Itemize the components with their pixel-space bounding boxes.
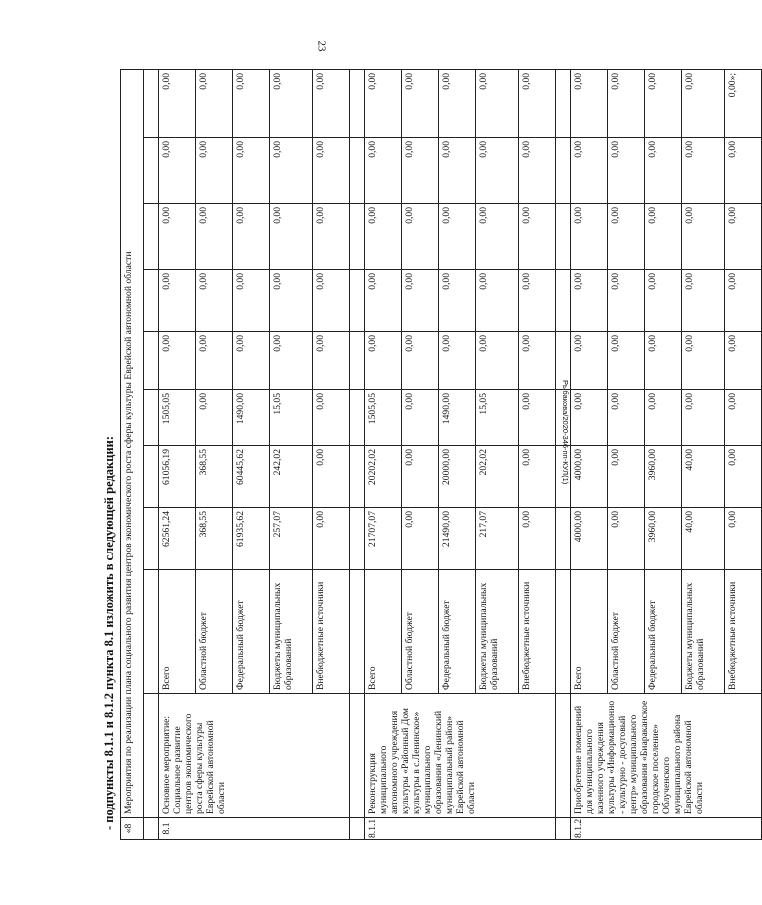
spacer-cell: [350, 508, 365, 570]
spacer-cell: [556, 508, 571, 570]
funding-source: Всего: [365, 570, 402, 694]
amount-cell: 0,00: [519, 332, 556, 390]
amount-cell: 0,00: [233, 270, 270, 332]
amount-cell: 217,07: [476, 508, 519, 570]
amount-cell: 0,00: [270, 69, 313, 137]
amount-cell: 0,00: [608, 390, 645, 446]
funding-source: Областной бюджет: [402, 570, 439, 694]
spacer-cell: [144, 570, 159, 694]
amount-cell: 0,00: [608, 138, 645, 204]
amount-cell: 368,55: [196, 446, 233, 508]
amount-cell: 0,00: [725, 270, 762, 332]
funding-source: Бюджеты муниципальных образований: [682, 570, 725, 694]
amount-cell: 0,00: [313, 69, 350, 137]
funding-source: Бюджеты муниципальных образований: [270, 570, 313, 694]
amount-cell: 0,00: [725, 508, 762, 570]
spacer-cell: [144, 204, 159, 270]
funding-source: Областной бюджет: [196, 570, 233, 694]
amount-cell: 0,00: [571, 69, 608, 137]
amount-cell: 0,00: [519, 204, 556, 270]
amount-cell: 0,00: [439, 270, 476, 332]
spacer-cell: [350, 390, 365, 446]
amount-cell: 0,00: [270, 332, 313, 390]
amount-cell: 0,00: [519, 508, 556, 570]
amount-cell: 0,00: [313, 508, 350, 570]
spacer-cell: [350, 332, 365, 390]
amount-cell: 0,00: [402, 508, 439, 570]
amount-cell: 0,00: [196, 332, 233, 390]
table-body: [121, 69, 762, 839]
amount-cell: 0,00: [196, 69, 233, 137]
funding-source: Бюджеты муниципальных образований: [476, 570, 519, 694]
amount-cell: 40,00: [682, 446, 725, 508]
amount-cell: 0,00: [476, 332, 519, 390]
amount-cell: 0,00: [571, 270, 608, 332]
amount-cell: 20000,00: [439, 446, 476, 508]
amount-cell: 0,00: [365, 332, 402, 390]
amount-cell: 0,00: [233, 332, 270, 390]
spacer-cell: [556, 138, 571, 204]
amount-cell: 0,00: [196, 138, 233, 204]
amount-cell: 0,00: [608, 446, 645, 508]
amount-cell: 0,00: [196, 204, 233, 270]
amount-cell: 0,00: [159, 204, 196, 270]
amount-cell: 1505,05: [365, 390, 402, 446]
amount-cell: 1490,00: [439, 390, 476, 446]
funding-source: Внебюджетные источники: [519, 570, 556, 694]
funding-source: Всего: [159, 570, 196, 694]
amount-cell: 0,00: [233, 69, 270, 137]
amount-cell: 0,00: [439, 138, 476, 204]
amount-cell: 0,00: [571, 138, 608, 204]
header-title: Мероприятия по реализации плана социального развития центров экономического роста сферы культуры Еврейской автономной области: [121, 69, 144, 817]
amount-cell: 0,00: [233, 138, 270, 204]
spacer-cell: [144, 390, 159, 446]
spacer-cell: [556, 390, 571, 446]
spacer-cell: [144, 69, 159, 137]
amount-cell: 0,00: [519, 69, 556, 137]
amount-cell: 0,00: [571, 390, 608, 446]
amount-cell: 0,00: [682, 270, 725, 332]
amount-cell: 0,00: [608, 508, 645, 570]
amount-cell: 0,00: [313, 204, 350, 270]
spacer-cell: [556, 818, 571, 840]
amount-cell: 0,00: [313, 446, 350, 508]
item-description: Реконструкция муниципального автономного учреждения культуры «Районный Дом культуры в с.Ленинское» муниципального образования «Ленинский муниципальный район» Еврейской автономной области: [365, 694, 556, 818]
amount-cell: 15,05: [476, 390, 519, 446]
item-description: Приобретение помещений для муниципального казенного учреждения культуры «Информационно - культурно - досуговый центр» муниципального образования «Биараканское городское поселение» Облученского муниципального района Еврейской автономной области: [571, 694, 762, 818]
amount-cell: 0,00: [402, 138, 439, 204]
amount-cell: 368,55: [196, 508, 233, 570]
amount-cell: 0,00: [476, 69, 519, 137]
footer-code: Рыбакова/2020-346-пп-КУЛ(1): [561, 380, 570, 485]
section-spacer-row: [556, 69, 571, 839]
amount-cell: 0,00: [313, 390, 350, 446]
amount-cell: 0,00: [402, 69, 439, 137]
amount-cell: 0,00: [608, 332, 645, 390]
amount-cell: 0,00: [476, 270, 519, 332]
amount-cell: 0,00: [725, 138, 762, 204]
amount-cell: 0,00: [645, 270, 682, 332]
amount-cell: 0,00: [313, 270, 350, 332]
item-index: 8.1.1: [365, 818, 556, 840]
table-header-row: [121, 69, 144, 839]
spacer-cell: [350, 138, 365, 204]
spacer-cell: [556, 69, 571, 137]
amount-cell: 0,00: [682, 332, 725, 390]
header-index: «8: [121, 818, 144, 840]
funding-source: Федеральный бюджет: [439, 570, 476, 694]
amount-cell: 0,00: [519, 138, 556, 204]
funding-source: Внебюджетные источники: [725, 570, 762, 694]
spacer-cell: [144, 508, 159, 570]
spacer-cell: [556, 270, 571, 332]
spacer-cell: [556, 332, 571, 390]
amount-cell: 0,00: [682, 390, 725, 446]
amount-cell: 1505,05: [159, 390, 196, 446]
spacer-cell: [556, 446, 571, 508]
amount-cell: 0,00: [519, 446, 556, 508]
amount-cell: 0,00: [645, 390, 682, 446]
funding-source: Федеральный бюджет: [645, 570, 682, 694]
amount-cell: 4000,00: [571, 446, 608, 508]
spacer-cell: [350, 204, 365, 270]
amount-cell: 62561,24: [159, 508, 196, 570]
spacer-cell: [556, 204, 571, 270]
spacer-cell: [144, 270, 159, 332]
item-description: Основное мероприятие: Социальное развитие центров экономического роста сферы культуры Еврейской автономной области: [159, 694, 350, 818]
amount-cell: 0,00: [233, 204, 270, 270]
spacer-cell: [144, 694, 159, 818]
amount-cell: 0,00: [439, 69, 476, 137]
amount-cell: 61935,62: [233, 508, 270, 570]
amount-cell: 0,00: [725, 204, 762, 270]
funding-source: Федеральный бюджет: [233, 570, 270, 694]
amount-cell: 0,00: [571, 204, 608, 270]
funding-source: Областной бюджет: [608, 570, 645, 694]
table-row: [571, 69, 608, 839]
amount-cell: 202,02: [476, 446, 519, 508]
amount-cell: 3960,00: [645, 446, 682, 508]
amount-cell: 0,00: [725, 390, 762, 446]
spacer-cell: [350, 446, 365, 508]
amount-cell: 0,00: [313, 332, 350, 390]
amount-cell: 0,00: [682, 204, 725, 270]
amount-cell: 0,00: [159, 138, 196, 204]
amount-cell: 0,00: [365, 270, 402, 332]
amount-cell: 0,00: [519, 390, 556, 446]
amount-cell: 0,00: [365, 138, 402, 204]
amount-cell: 0,00: [439, 204, 476, 270]
amount-cell: 0,00: [682, 69, 725, 137]
budget-table: [120, 69, 762, 840]
amount-cell: 0,00: [402, 446, 439, 508]
amount-cell: 0,00: [402, 270, 439, 332]
amount-cell: 61056,19: [159, 446, 196, 508]
amount-cell: 0,00: [402, 204, 439, 270]
amount-cell: 0,00: [476, 204, 519, 270]
amount-cell: 4000,00: [571, 508, 608, 570]
spacer-cell: [350, 69, 365, 137]
item-index: 8.1.2: [571, 818, 762, 840]
amount-cell: 3960,00: [645, 508, 682, 570]
amount-cell: 0,00: [402, 390, 439, 446]
amount-cell: 0,00: [725, 332, 762, 390]
amount-cell: 0,00: [196, 270, 233, 332]
amount-cell: 0,00: [519, 270, 556, 332]
amount-cell: 0,00: [645, 138, 682, 204]
amount-cell: 257,07: [270, 508, 313, 570]
amount-cell: 1490,00: [233, 390, 270, 446]
amount-cell: 0,00: [365, 204, 402, 270]
amount-cell: 40,00: [682, 508, 725, 570]
item-index: 8.1: [159, 818, 350, 840]
amount-cell: 0,00: [571, 332, 608, 390]
spacer-cell: [556, 570, 571, 694]
amount-cell: 0,00: [196, 390, 233, 446]
amount-cell: 0,00: [439, 332, 476, 390]
table-row: [365, 69, 402, 839]
amount-cell: 0,00: [402, 332, 439, 390]
amount-cell: 0,00: [313, 138, 350, 204]
amount-cell: 0,00: [159, 270, 196, 332]
amount-cell: 0,00: [608, 204, 645, 270]
amount-cell: 0,00: [476, 138, 519, 204]
amount-cell: 0,00: [682, 138, 725, 204]
spacer-cell: [350, 694, 365, 818]
amount-cell: 0,00: [159, 332, 196, 390]
amount-cell: 0,00: [645, 69, 682, 137]
amount-cell: 0,00»;: [725, 69, 762, 137]
spacer-cell: [144, 818, 159, 840]
amount-cell: 0,00: [365, 69, 402, 137]
amount-cell: 20202,02: [365, 446, 402, 508]
spacer-cell: [350, 818, 365, 840]
amendment-heading: - подпункты 8.1.1 и 8.1.2 пункта 8.1 изложить в следующей редакции:: [102, 435, 116, 830]
amount-cell: 60445,62: [233, 446, 270, 508]
amount-cell: 15,05: [270, 390, 313, 446]
spacer-cell: [144, 446, 159, 508]
amount-cell: 0,00: [608, 270, 645, 332]
amount-cell: 0,00: [645, 332, 682, 390]
spacer-cell: [144, 332, 159, 390]
amount-cell: 0,00: [608, 69, 645, 137]
section-spacer-row: [350, 69, 365, 839]
section-spacer-row: [144, 69, 159, 839]
spacer-cell: [556, 694, 571, 818]
amount-cell: 0,00: [270, 270, 313, 332]
amount-cell: 21707,07: [365, 508, 402, 570]
amount-cell: 0,00: [645, 204, 682, 270]
amount-cell: 242,02: [270, 446, 313, 508]
spacer-cell: [350, 270, 365, 332]
amount-cell: 0,00: [270, 138, 313, 204]
page-number: 23: [315, 40, 328, 52]
amount-cell: 0,00: [159, 69, 196, 137]
funding-source: Внебюджетные источники: [313, 570, 350, 694]
funding-source: Всего: [571, 570, 608, 694]
spacer-cell: [350, 570, 365, 694]
amount-cell: 0,00: [725, 446, 762, 508]
spacer-cell: [144, 138, 159, 204]
amount-cell: 0,00: [270, 204, 313, 270]
table-row: [159, 69, 196, 839]
amount-cell: 21490,00: [439, 508, 476, 570]
